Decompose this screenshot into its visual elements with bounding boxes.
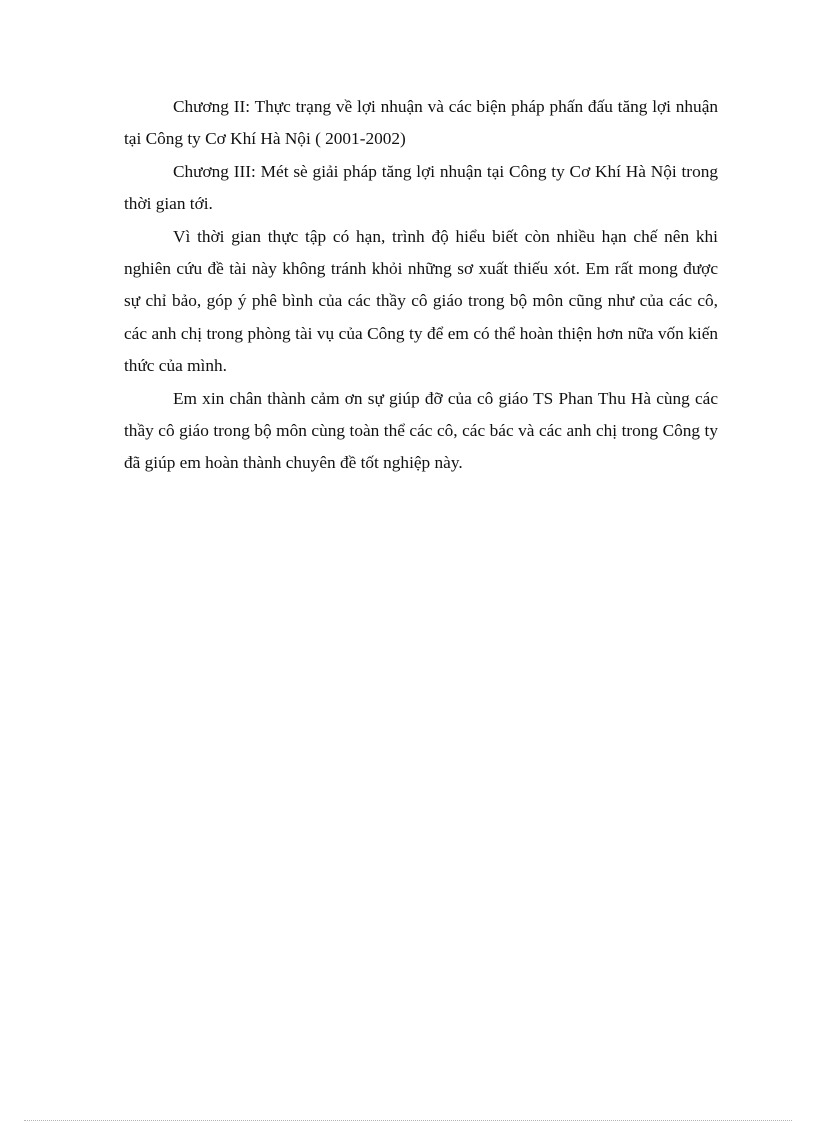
document-body bbox=[124, 91, 718, 480]
paragraph-chapter-3: Chương III: Mét sè giải pháp tăng lợi nhuận tại Công ty Cơ Khí Hà Nội trong thời gian tới. bbox=[124, 161, 718, 214]
paragraph-chapter-2: Chương II: Thực trạng về lợi nhuận và các biện pháp phấn đấu tăng lợi nhuận tại Công ty Cơ Khí Hà Nội ( 2001-2002) bbox=[124, 97, 718, 149]
paragraph-limitations: Vì thời gian thực tập có hạn, trình độ hiểu biết còn nhiều hạn chế nên khi nghiên cứu đề tài này không tránh khỏi những sơ xuất thiếu xót. Em rất mong được sự chỉ bảo, góp ý phê bình của các thầy cô giáo trong bộ môn cũng như của các cô, các anh chị trong phòng tài vụ của Công ty để em có thể hoàn thiện hơn nữa vốn kiến thức của mình. bbox=[124, 226, 718, 376]
paragraph-acknowledgement: Em xin chân thành cảm ơn sự giúp đỡ của cô giáo TS Phan Thu Hà cùng các thầy cô giáo trong bộ môn cùng toàn thể các cô, các bác và các anh chị trong Công ty đã giúp em hoàn thành chuyên đề tốt nghiệp này. bbox=[124, 388, 718, 473]
page-bottom-divider bbox=[24, 1120, 792, 1121]
